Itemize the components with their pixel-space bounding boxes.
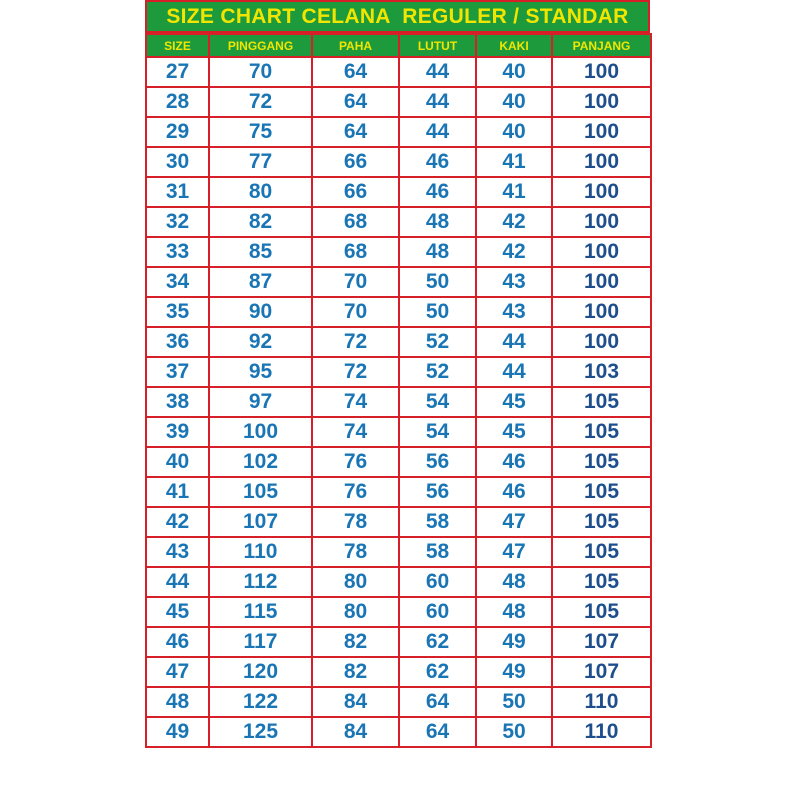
cell-paha: 64 bbox=[312, 87, 399, 117]
cell-lutut: 64 bbox=[399, 717, 476, 747]
cell-panjang: 105 bbox=[552, 447, 651, 477]
cell-paha: 84 bbox=[312, 687, 399, 717]
table-row bbox=[146, 87, 651, 117]
cell-kaki: 44 bbox=[476, 327, 552, 357]
cell-kaki: 48 bbox=[476, 567, 552, 597]
table-row bbox=[146, 237, 651, 267]
cell-lutut: 48 bbox=[399, 207, 476, 237]
table-row bbox=[146, 717, 651, 747]
cell-paha: 76 bbox=[312, 447, 399, 477]
cell-panjang: 110 bbox=[552, 687, 651, 717]
cell-size: 32 bbox=[146, 207, 209, 237]
cell-paha: 64 bbox=[312, 117, 399, 147]
cell-pinggang: 77 bbox=[209, 147, 312, 177]
table-row bbox=[146, 477, 651, 507]
cell-kaki: 47 bbox=[476, 537, 552, 567]
cell-pinggang: 100 bbox=[209, 417, 312, 447]
cell-size: 31 bbox=[146, 177, 209, 207]
cell-kaki: 47 bbox=[476, 507, 552, 537]
cell-lutut: 56 bbox=[399, 447, 476, 477]
table-row bbox=[146, 57, 651, 87]
cell-lutut: 46 bbox=[399, 177, 476, 207]
cell-size: 39 bbox=[146, 417, 209, 447]
cell-lutut: 58 bbox=[399, 507, 476, 537]
size-table bbox=[145, 33, 652, 748]
cell-kaki: 45 bbox=[476, 417, 552, 447]
cell-paha: 70 bbox=[312, 267, 399, 297]
cell-size: 43 bbox=[146, 537, 209, 567]
cell-panjang: 100 bbox=[552, 207, 651, 237]
cell-size: 37 bbox=[146, 357, 209, 387]
cell-panjang: 100 bbox=[552, 267, 651, 297]
cell-size: 36 bbox=[146, 327, 209, 357]
cell-panjang: 100 bbox=[552, 57, 651, 87]
cell-paha: 82 bbox=[312, 627, 399, 657]
cell-lutut: 58 bbox=[399, 537, 476, 567]
table-row bbox=[146, 177, 651, 207]
cell-kaki: 50 bbox=[476, 717, 552, 747]
cell-size: 38 bbox=[146, 387, 209, 417]
cell-paha: 78 bbox=[312, 537, 399, 567]
cell-paha: 66 bbox=[312, 177, 399, 207]
cell-panjang: 105 bbox=[552, 417, 651, 447]
cell-lutut: 52 bbox=[399, 327, 476, 357]
cell-paha: 76 bbox=[312, 477, 399, 507]
cell-paha: 84 bbox=[312, 717, 399, 747]
cell-kaki: 42 bbox=[476, 237, 552, 267]
cell-lutut: 62 bbox=[399, 657, 476, 687]
size-chart bbox=[145, 0, 650, 800]
cell-size: 47 bbox=[146, 657, 209, 687]
cell-kaki: 42 bbox=[476, 207, 552, 237]
cell-lutut: 60 bbox=[399, 597, 476, 627]
cell-kaki: 41 bbox=[476, 147, 552, 177]
cell-kaki: 50 bbox=[476, 687, 552, 717]
cell-kaki: 43 bbox=[476, 267, 552, 297]
cell-pinggang: 70 bbox=[209, 57, 312, 87]
table-row bbox=[146, 537, 651, 567]
cell-paha: 64 bbox=[312, 57, 399, 87]
table-row bbox=[146, 147, 651, 177]
cell-pinggang: 105 bbox=[209, 477, 312, 507]
cell-panjang: 105 bbox=[552, 597, 651, 627]
cell-lutut: 64 bbox=[399, 687, 476, 717]
cell-paha: 70 bbox=[312, 297, 399, 327]
cell-size: 41 bbox=[146, 477, 209, 507]
cell-paha: 82 bbox=[312, 657, 399, 687]
cell-size: 30 bbox=[146, 147, 209, 177]
table-row bbox=[146, 297, 651, 327]
cell-pinggang: 97 bbox=[209, 387, 312, 417]
cell-size: 42 bbox=[146, 507, 209, 537]
cell-panjang: 110 bbox=[552, 717, 651, 747]
cell-pinggang: 117 bbox=[209, 627, 312, 657]
cell-paha: 78 bbox=[312, 507, 399, 537]
cell-size: 28 bbox=[146, 87, 209, 117]
col-header-pinggang: PINGGANG bbox=[209, 34, 312, 57]
table-row bbox=[146, 687, 651, 717]
cell-size: 45 bbox=[146, 597, 209, 627]
cell-kaki: 49 bbox=[476, 657, 552, 687]
cell-size: 44 bbox=[146, 567, 209, 597]
chart-title: SIZE CHART CELANA REGULER / STANDAR bbox=[145, 0, 650, 33]
table-body bbox=[146, 57, 651, 747]
cell-lutut: 52 bbox=[399, 357, 476, 387]
cell-pinggang: 115 bbox=[209, 597, 312, 627]
table-row bbox=[146, 117, 651, 147]
cell-kaki: 44 bbox=[476, 357, 552, 387]
cell-pinggang: 112 bbox=[209, 567, 312, 597]
cell-pinggang: 90 bbox=[209, 297, 312, 327]
cell-panjang: 100 bbox=[552, 327, 651, 357]
col-header-lutut: LUTUT bbox=[399, 34, 476, 57]
cell-paha: 66 bbox=[312, 147, 399, 177]
cell-kaki: 40 bbox=[476, 117, 552, 147]
cell-kaki: 49 bbox=[476, 627, 552, 657]
table-row bbox=[146, 207, 651, 237]
cell-size: 46 bbox=[146, 627, 209, 657]
cell-panjang: 105 bbox=[552, 507, 651, 537]
cell-pinggang: 87 bbox=[209, 267, 312, 297]
cell-lutut: 54 bbox=[399, 387, 476, 417]
cell-panjang: 100 bbox=[552, 147, 651, 177]
cell-kaki: 40 bbox=[476, 87, 552, 117]
cell-kaki: 48 bbox=[476, 597, 552, 627]
col-header-size: SIZE bbox=[146, 34, 209, 57]
cell-pinggang: 125 bbox=[209, 717, 312, 747]
table-row bbox=[146, 447, 651, 477]
cell-lutut: 54 bbox=[399, 417, 476, 447]
cell-paha: 80 bbox=[312, 567, 399, 597]
cell-size: 35 bbox=[146, 297, 209, 327]
cell-lutut: 44 bbox=[399, 117, 476, 147]
cell-pinggang: 110 bbox=[209, 537, 312, 567]
cell-pinggang: 102 bbox=[209, 447, 312, 477]
cell-pinggang: 120 bbox=[209, 657, 312, 687]
cell-pinggang: 75 bbox=[209, 117, 312, 147]
cell-kaki: 40 bbox=[476, 57, 552, 87]
cell-panjang: 107 bbox=[552, 627, 651, 657]
cell-kaki: 46 bbox=[476, 477, 552, 507]
cell-lutut: 48 bbox=[399, 237, 476, 267]
cell-size: 40 bbox=[146, 447, 209, 477]
table-row bbox=[146, 597, 651, 627]
cell-lutut: 44 bbox=[399, 87, 476, 117]
table-row bbox=[146, 417, 651, 447]
cell-panjang: 100 bbox=[552, 87, 651, 117]
cell-pinggang: 85 bbox=[209, 237, 312, 267]
cell-lutut: 60 bbox=[399, 567, 476, 597]
cell-paha: 74 bbox=[312, 387, 399, 417]
cell-size: 29 bbox=[146, 117, 209, 147]
cell-lutut: 44 bbox=[399, 57, 476, 87]
cell-paha: 68 bbox=[312, 207, 399, 237]
cell-size: 48 bbox=[146, 687, 209, 717]
col-header-panjang: PANJANG bbox=[552, 34, 651, 57]
cell-pinggang: 122 bbox=[209, 687, 312, 717]
table-row bbox=[146, 267, 651, 297]
cell-lutut: 56 bbox=[399, 477, 476, 507]
header-row bbox=[146, 34, 651, 57]
col-header-kaki: KAKI bbox=[476, 34, 552, 57]
cell-paha: 80 bbox=[312, 597, 399, 627]
cell-panjang: 105 bbox=[552, 387, 651, 417]
cell-size: 33 bbox=[146, 237, 209, 267]
table-row bbox=[146, 657, 651, 687]
cell-panjang: 103 bbox=[552, 357, 651, 387]
cell-pinggang: 107 bbox=[209, 507, 312, 537]
cell-pinggang: 82 bbox=[209, 207, 312, 237]
table-row bbox=[146, 627, 651, 657]
cell-kaki: 41 bbox=[476, 177, 552, 207]
cell-panjang: 107 bbox=[552, 657, 651, 687]
cell-paha: 72 bbox=[312, 327, 399, 357]
col-header-paha: PAHA bbox=[312, 34, 399, 57]
cell-pinggang: 95 bbox=[209, 357, 312, 387]
cell-pinggang: 92 bbox=[209, 327, 312, 357]
table-row bbox=[146, 507, 651, 537]
table-row bbox=[146, 567, 651, 597]
cell-panjang: 100 bbox=[552, 177, 651, 207]
cell-paha: 68 bbox=[312, 237, 399, 267]
table-row bbox=[146, 357, 651, 387]
cell-paha: 72 bbox=[312, 357, 399, 387]
cell-pinggang: 72 bbox=[209, 87, 312, 117]
cell-lutut: 50 bbox=[399, 267, 476, 297]
cell-lutut: 62 bbox=[399, 627, 476, 657]
table-row bbox=[146, 387, 651, 417]
cell-kaki: 43 bbox=[476, 297, 552, 327]
cell-kaki: 46 bbox=[476, 447, 552, 477]
cell-panjang: 100 bbox=[552, 237, 651, 267]
cell-panjang: 105 bbox=[552, 537, 651, 567]
cell-pinggang: 80 bbox=[209, 177, 312, 207]
cell-size: 27 bbox=[146, 57, 209, 87]
cell-panjang: 105 bbox=[552, 477, 651, 507]
cell-size: 49 bbox=[146, 717, 209, 747]
cell-size: 34 bbox=[146, 267, 209, 297]
cell-paha: 74 bbox=[312, 417, 399, 447]
cell-panjang: 100 bbox=[552, 117, 651, 147]
cell-lutut: 50 bbox=[399, 297, 476, 327]
cell-panjang: 105 bbox=[552, 567, 651, 597]
cell-kaki: 45 bbox=[476, 387, 552, 417]
cell-panjang: 100 bbox=[552, 297, 651, 327]
table-row bbox=[146, 327, 651, 357]
cell-lutut: 46 bbox=[399, 147, 476, 177]
